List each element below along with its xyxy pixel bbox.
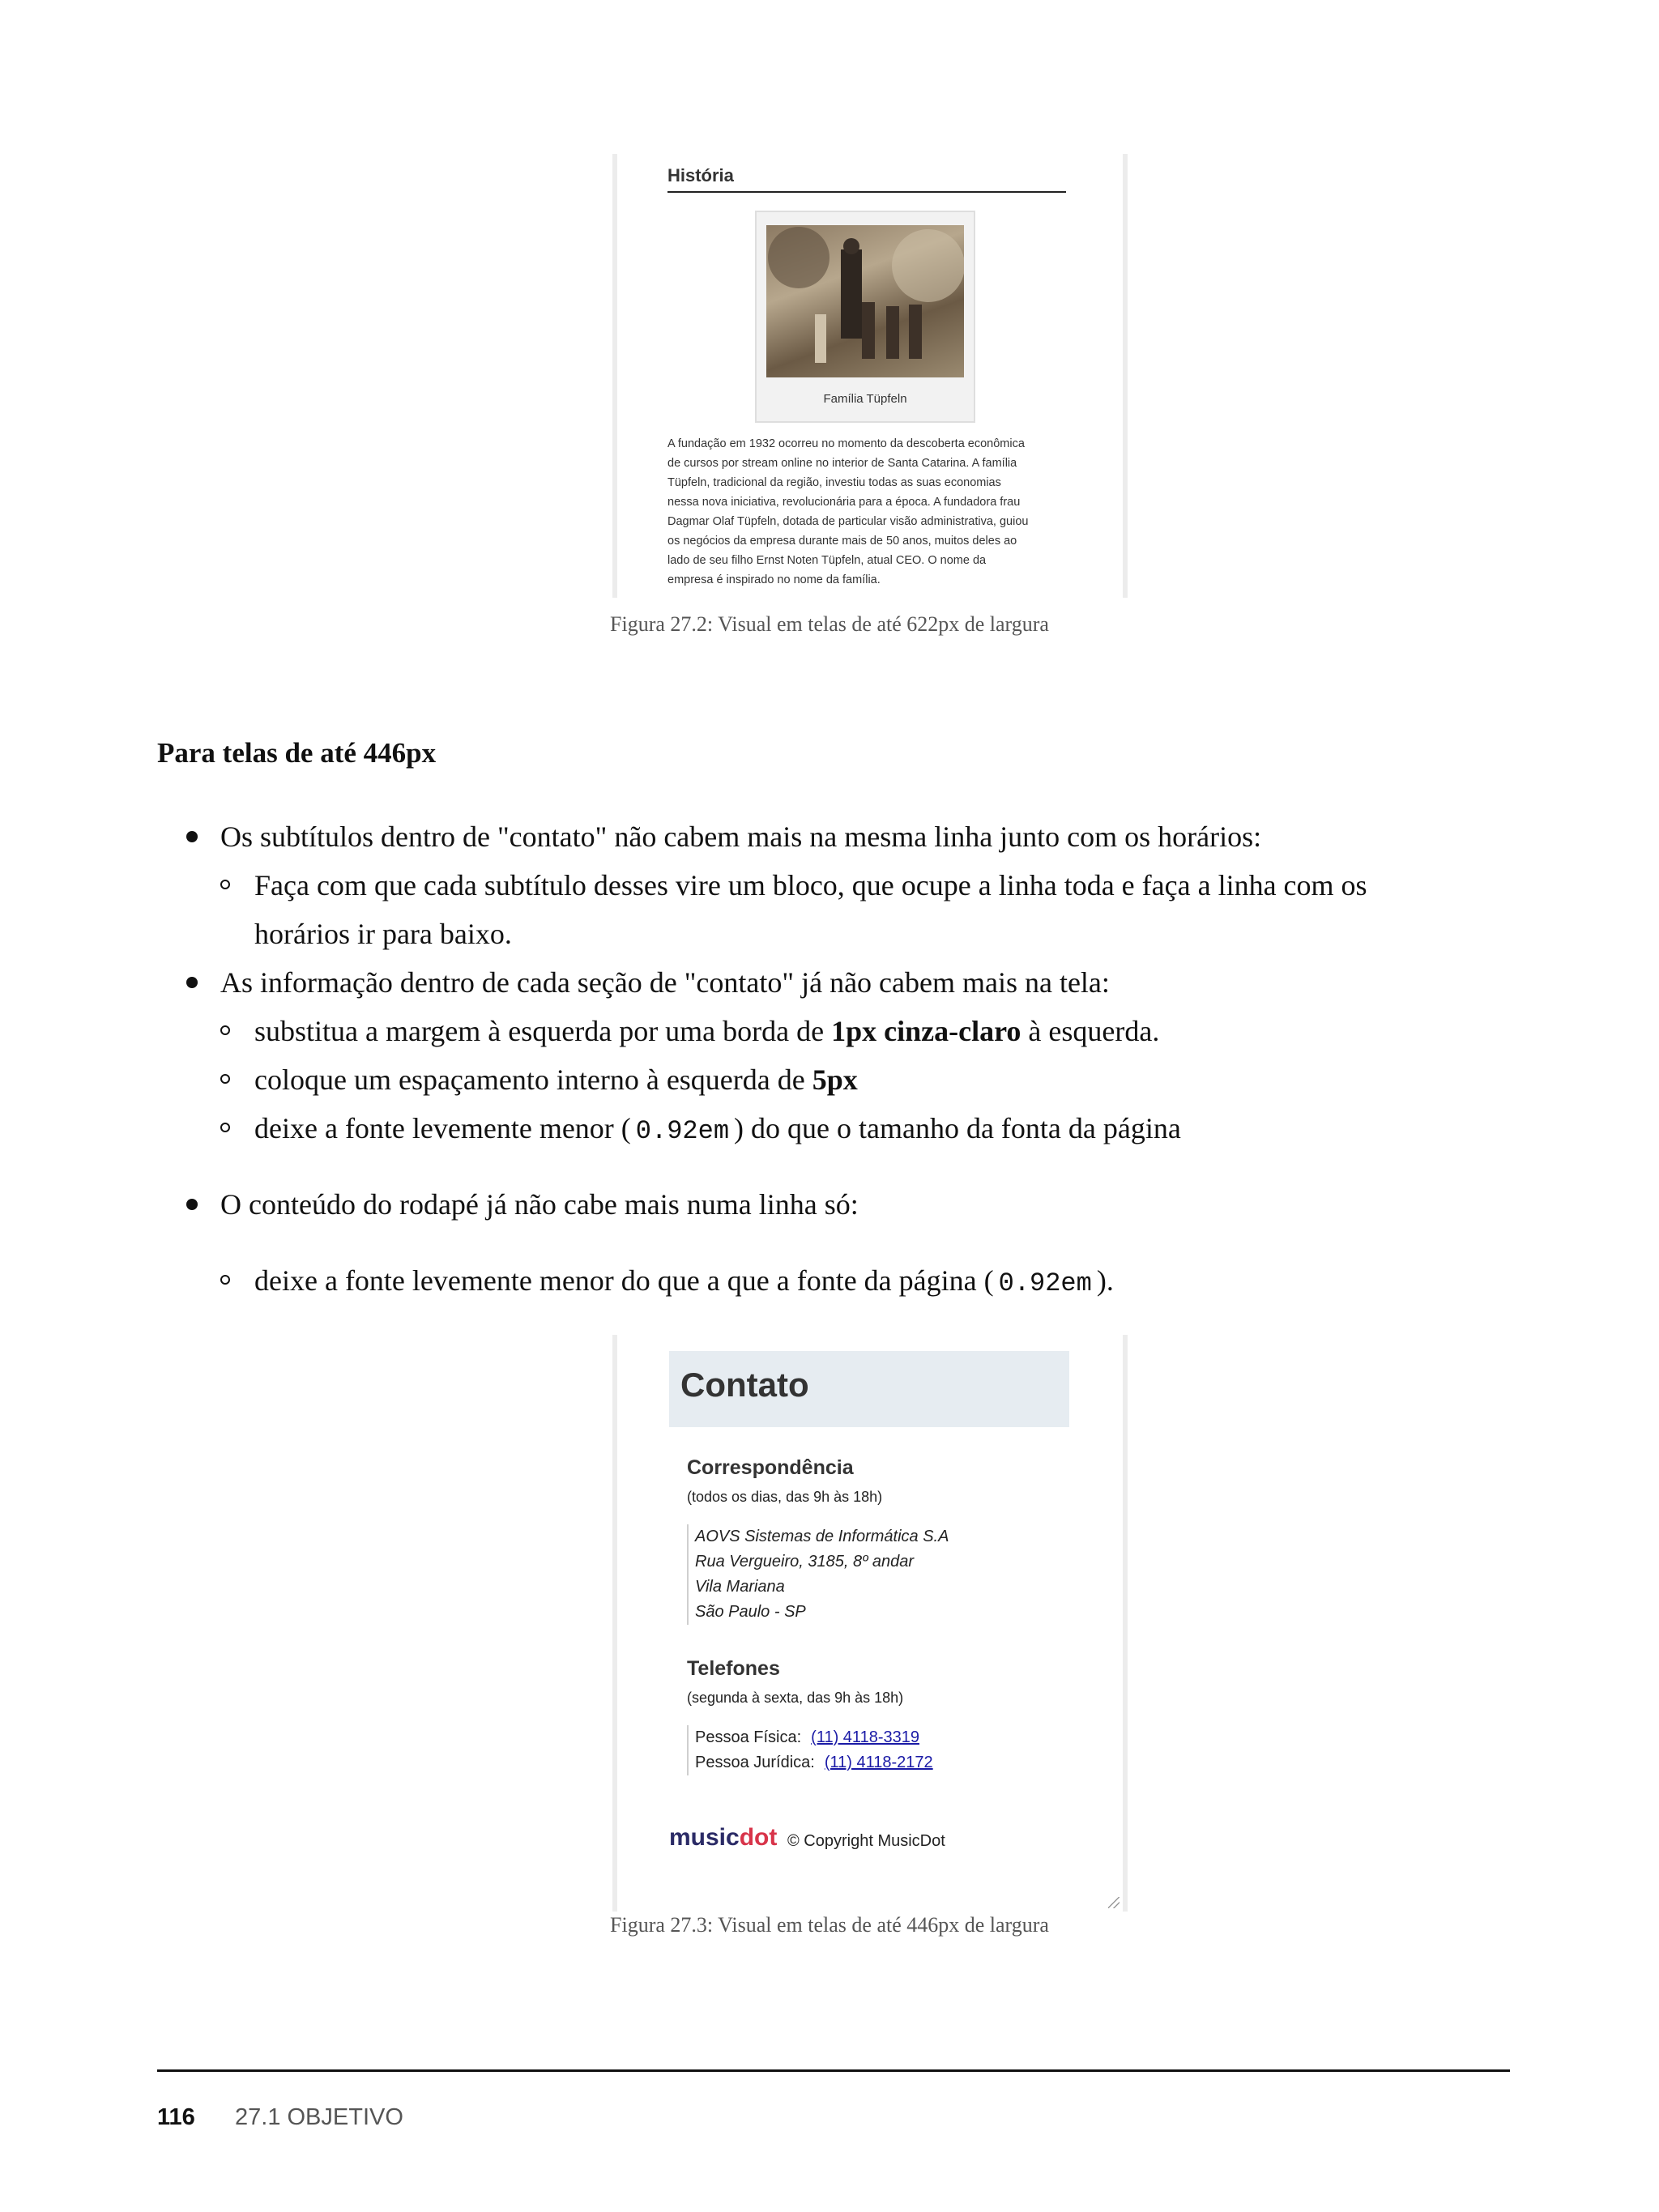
footer-section-name: 27.1 OBJETIVO (235, 2104, 403, 2130)
address-line: Vila Mariana (695, 1578, 785, 1596)
historia-line: os negócios da empresa durante mais de 50 anos, muitos deles ao (667, 535, 1017, 548)
bullet-dot (186, 831, 198, 842)
musicdot-logo: musicdot (669, 1824, 778, 1851)
address-line: São Paulo - SP (695, 1603, 806, 1621)
contato-title: Contato (680, 1366, 809, 1404)
footer-divider (157, 2069, 1510, 2072)
sub-bullet-circle (220, 1123, 230, 1132)
bullet-1: Os subtítulos dentro de "contato" não cabem mais na mesma linha junto com os horários: (220, 820, 1262, 853)
telefones-title: Telefones (687, 1657, 780, 1680)
page-number: 116 (157, 2104, 195, 2130)
sub-bullet-circle (220, 1025, 230, 1035)
figure-caption-2: Figura 27.3: Visual em telas de até 446px de largura (610, 1913, 1049, 1937)
contato-header (669, 1351, 1069, 1427)
address-line: Rua Vergueiro, 3185, 8º andar (695, 1553, 915, 1571)
copyright-text: © Copyright MusicDot (787, 1832, 945, 1850)
bullet-dot (186, 977, 198, 988)
historia-line: nessa nova iniciativa, revolucionária para a época. A fundadora frau (667, 496, 1021, 509)
resize-grip-icon[interactable] (1108, 1897, 1120, 1908)
bullet-3-1: deixe a fonte levemente menor do que a que a fonte da página ( 0.92em ). (254, 1264, 1114, 1298)
bullet-3: O conteúdo do rodapé já não cabe mais numa linha só: (220, 1188, 859, 1221)
sub-bullet-circle (220, 1275, 230, 1285)
correspondencia-title: Correspondência (687, 1456, 854, 1479)
sub-bullet-circle (220, 1074, 230, 1084)
family-photo (766, 225, 964, 377)
bullet-1-1-line2: horários ir para baixo. (254, 918, 512, 950)
figure-caption-1: Figura 27.2: Visual em telas de até 622px de largura (610, 612, 1049, 636)
historia-line: A fundação em 1932 ocorreu no momento da descoberta econômica (667, 437, 1025, 450)
telefones-hours: (segunda à sexta, das 9h às 18h) (687, 1690, 904, 1706)
bullet-2: As informação dentro de cada seção de "contato" já não cabem mais na tela: (220, 966, 1110, 999)
historia-line: de cursos por stream online no interior de Santa Catarina. A família (667, 457, 1017, 470)
section-heading: Para telas de até 446px (157, 737, 437, 769)
figure-contato-screenshot (612, 1335, 1128, 1912)
bullet-2-1: substitua a margem à esquerda por uma borda de 1px cinza-claro à esquerda. (254, 1015, 1160, 1047)
bullet-1-1-line1: Faça com que cada subtítulo desses vire um bloco, que ocupe a linha toda e faça a linha com os (254, 869, 1367, 901)
address-line: AOVS Sistemas de Informática S.A (695, 1528, 949, 1545)
bullet-dot (186, 1199, 198, 1210)
historia-text (667, 434, 1073, 590)
historia-title: História (667, 165, 1066, 193)
phone-pj: Pessoa Jurídica: (11) 4118-2172 (695, 1754, 933, 1771)
photo-caption: Família Tüpfeln (823, 392, 907, 406)
historia-line: lado de seu filho Ernst Noten Tüpfeln, atual CEO. O nome da (667, 554, 987, 567)
bullet-2-2: coloque um espaçamento interno à esquerda de 5px (254, 1063, 858, 1096)
figure-historia-screenshot (612, 154, 1128, 598)
phone-pf: Pessoa Física: (11) 4118-3319 (695, 1728, 919, 1746)
correspondencia-hours: (todos os dias, das 9h às 18h) (687, 1489, 883, 1505)
historia-line: empresa é inspirado no nome da família. (667, 573, 881, 586)
bullet-2-3: deixe a fonte levemente menor ( 0.92em ) do que o tamanho da fonta da página (254, 1112, 1181, 1146)
phone-pj-link[interactable]: (11) 4118-2172 (824, 1754, 933, 1771)
photo-frame (755, 211, 975, 423)
historia-line: Dagmar Olaf Tüpfeln, dotada de particular visão administrativa, guiou (667, 515, 1029, 528)
family-photo-image (766, 225, 964, 377)
phone-pf-link[interactable]: (11) 4118-3319 (811, 1728, 919, 1746)
address-block (687, 1524, 949, 1625)
phones-block (687, 1725, 933, 1775)
sub-bullet-circle (220, 880, 230, 889)
historia-line: Tüpfeln, tradicional da região, investiu todas as suas economias (667, 476, 1001, 489)
